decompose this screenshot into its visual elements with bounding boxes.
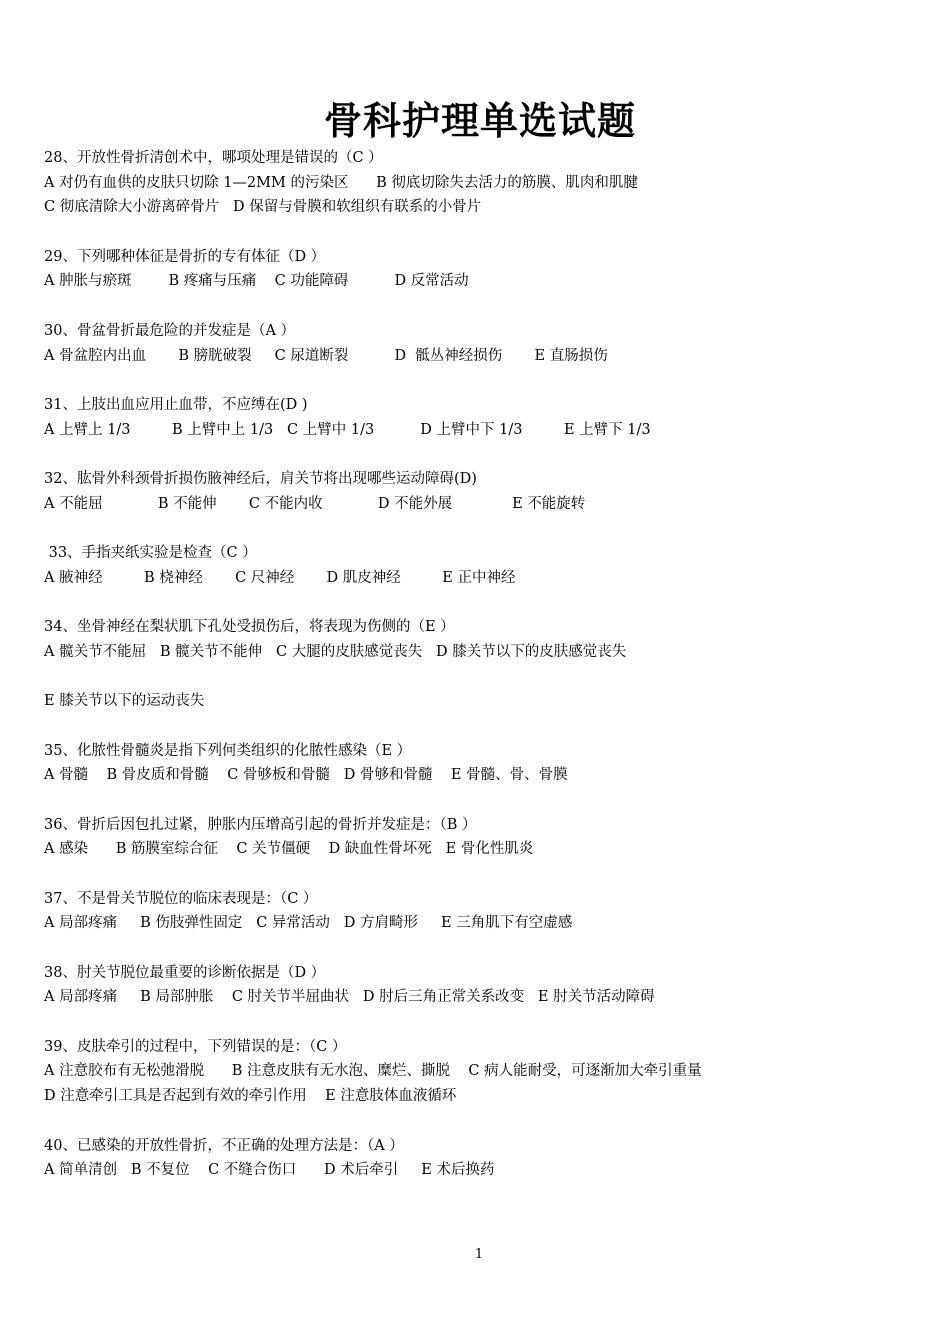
blank-line bbox=[44, 936, 914, 961]
blank-line bbox=[44, 664, 914, 689]
text-line: 34、坐骨神经在梨状肌下孔处受损伤后，将表现为伤侧的（E ） bbox=[44, 619, 455, 636]
blank-line bbox=[44, 788, 914, 813]
text-line: 36、骨折后因包扎过紧，肿胀内压增高引起的骨折并发症是：（B ） bbox=[44, 816, 477, 833]
text-line: A 注意胶布有无松弛滑脱 B 注意皮肤有无水泡、糜烂、撕脱 C 病人能耐受，可逐渐加大牵引重量 bbox=[44, 1063, 702, 1080]
text-line: 33、手指夹纸实验是检查（C ） bbox=[44, 545, 257, 561]
text-line: 28、开放性骨折清创术中，哪项处理是错误的（C ） bbox=[44, 150, 383, 166]
blank-line bbox=[44, 220, 914, 245]
text-line: A 局部疼痛 B 局部肿胀 C 肘关节半屈曲状 D 肘后三角正常关系改变 E 肘关节活动障碍 bbox=[44, 989, 655, 1006]
blank-line bbox=[44, 1109, 914, 1134]
text-line: C 彻底清除大小游离碎骨片 D 保留与骨膜和软组织有联系的小骨片 bbox=[44, 199, 482, 216]
text-line: A 感染 B 筋膜室综合征 C 关节僵硬 D 缺血性骨坏死 E 骨化性肌炎 bbox=[44, 841, 534, 858]
text-line: 35、化脓性骨髓炎是指下列何类组织的化脓性感染（E ） bbox=[44, 742, 412, 759]
text-line: A 肿胀与瘀斑 B 疼痛与压痛 C 功能障碍 D 反常活动 bbox=[44, 273, 469, 290]
text-line: 40、已感染的开放性骨折，不正确的处理方法是：（A ） bbox=[44, 1137, 404, 1154]
page-title: 骨科护理单选试题 bbox=[323, 98, 636, 143]
question-list bbox=[44, 146, 914, 1183]
text-line: 31、上肢出血应用止血带，不应缚在(D ) bbox=[44, 396, 308, 413]
text-line: A 不能屈 B 不能伸 C 不能内收 D 不能外展 E 不能旋转 bbox=[44, 495, 586, 512]
text-line: A 腋神经 B 桡神经 C 尺神经 D 肌皮神经 E 正中神经 bbox=[44, 569, 516, 586]
text-line: A 简单清创 B 不复位 C 不缝合伤口 D 术后牵引 E 术后换药 bbox=[44, 1162, 495, 1179]
text-line: A 髋关节不能屈 B 髋关节不能伸 C 大腿的皮肤感觉丧失 D 膝关节以下的皮肤感觉丧失 bbox=[44, 643, 627, 660]
text-line: D 注意牵引工具是否起到有效的牵引作用 E 注意肢体血液循环 bbox=[44, 1088, 457, 1105]
text-line: A 对仍有血供的皮肤只切除 1—2MM 的污染区 B 彻底切除失去活力的筋膜、肌肉和肌腱 bbox=[44, 174, 638, 191]
text-line: A 骨盆腔内出血 B 膀胱破裂 C 尿道断裂 D 骶丛神经损伤 E 直肠损伤 bbox=[44, 347, 608, 364]
text-line: 37、不是骨关节脱位的临床表现是：（C ） bbox=[44, 890, 318, 907]
text-line: 39、皮肤牵引的过程中，下列错误的是：（C ） bbox=[44, 1038, 347, 1055]
blank-line bbox=[44, 714, 914, 739]
page-number: 1 bbox=[474, 1247, 484, 1262]
text-line: 32、肱骨外科颈骨折损伤腋神经后，肩关节将出现哪些运动障碍(D) bbox=[44, 470, 477, 487]
blank-line bbox=[44, 294, 914, 319]
text-line: A 骨髓 B 骨皮质和骨髓 C 骨够板和骨髓 D 骨够和骨髓 E 骨髓、骨、骨膜 bbox=[44, 767, 568, 784]
blank-line bbox=[44, 862, 914, 887]
blank-line bbox=[44, 590, 914, 615]
blank-line bbox=[44, 516, 914, 541]
text-line: A 上臂上 1/3 B 上臂中上 1/3 C 上臂中 1/3 D 上臂中下 1/3 E 上臂下 1/3 bbox=[44, 421, 651, 438]
blank-line bbox=[44, 1010, 914, 1035]
text-line: 30、骨盆骨折最危险的并发症是（A ） bbox=[44, 322, 296, 339]
blank-line bbox=[44, 368, 914, 393]
text-line: 29、下列哪种体征是骨折的专有体征（D ） bbox=[44, 248, 326, 265]
text-line: 38、肘关节脱位最重要的诊断依据是（D ） bbox=[44, 964, 326, 981]
blank-line bbox=[44, 442, 914, 467]
text-line: E 膝关节以下的运动丧失 bbox=[44, 693, 205, 710]
text-line: A 局部疼痛 B 伤肢弹性固定 C 异常活动 D 方肩畸形 E 三角肌下有空虚感 bbox=[44, 915, 573, 932]
